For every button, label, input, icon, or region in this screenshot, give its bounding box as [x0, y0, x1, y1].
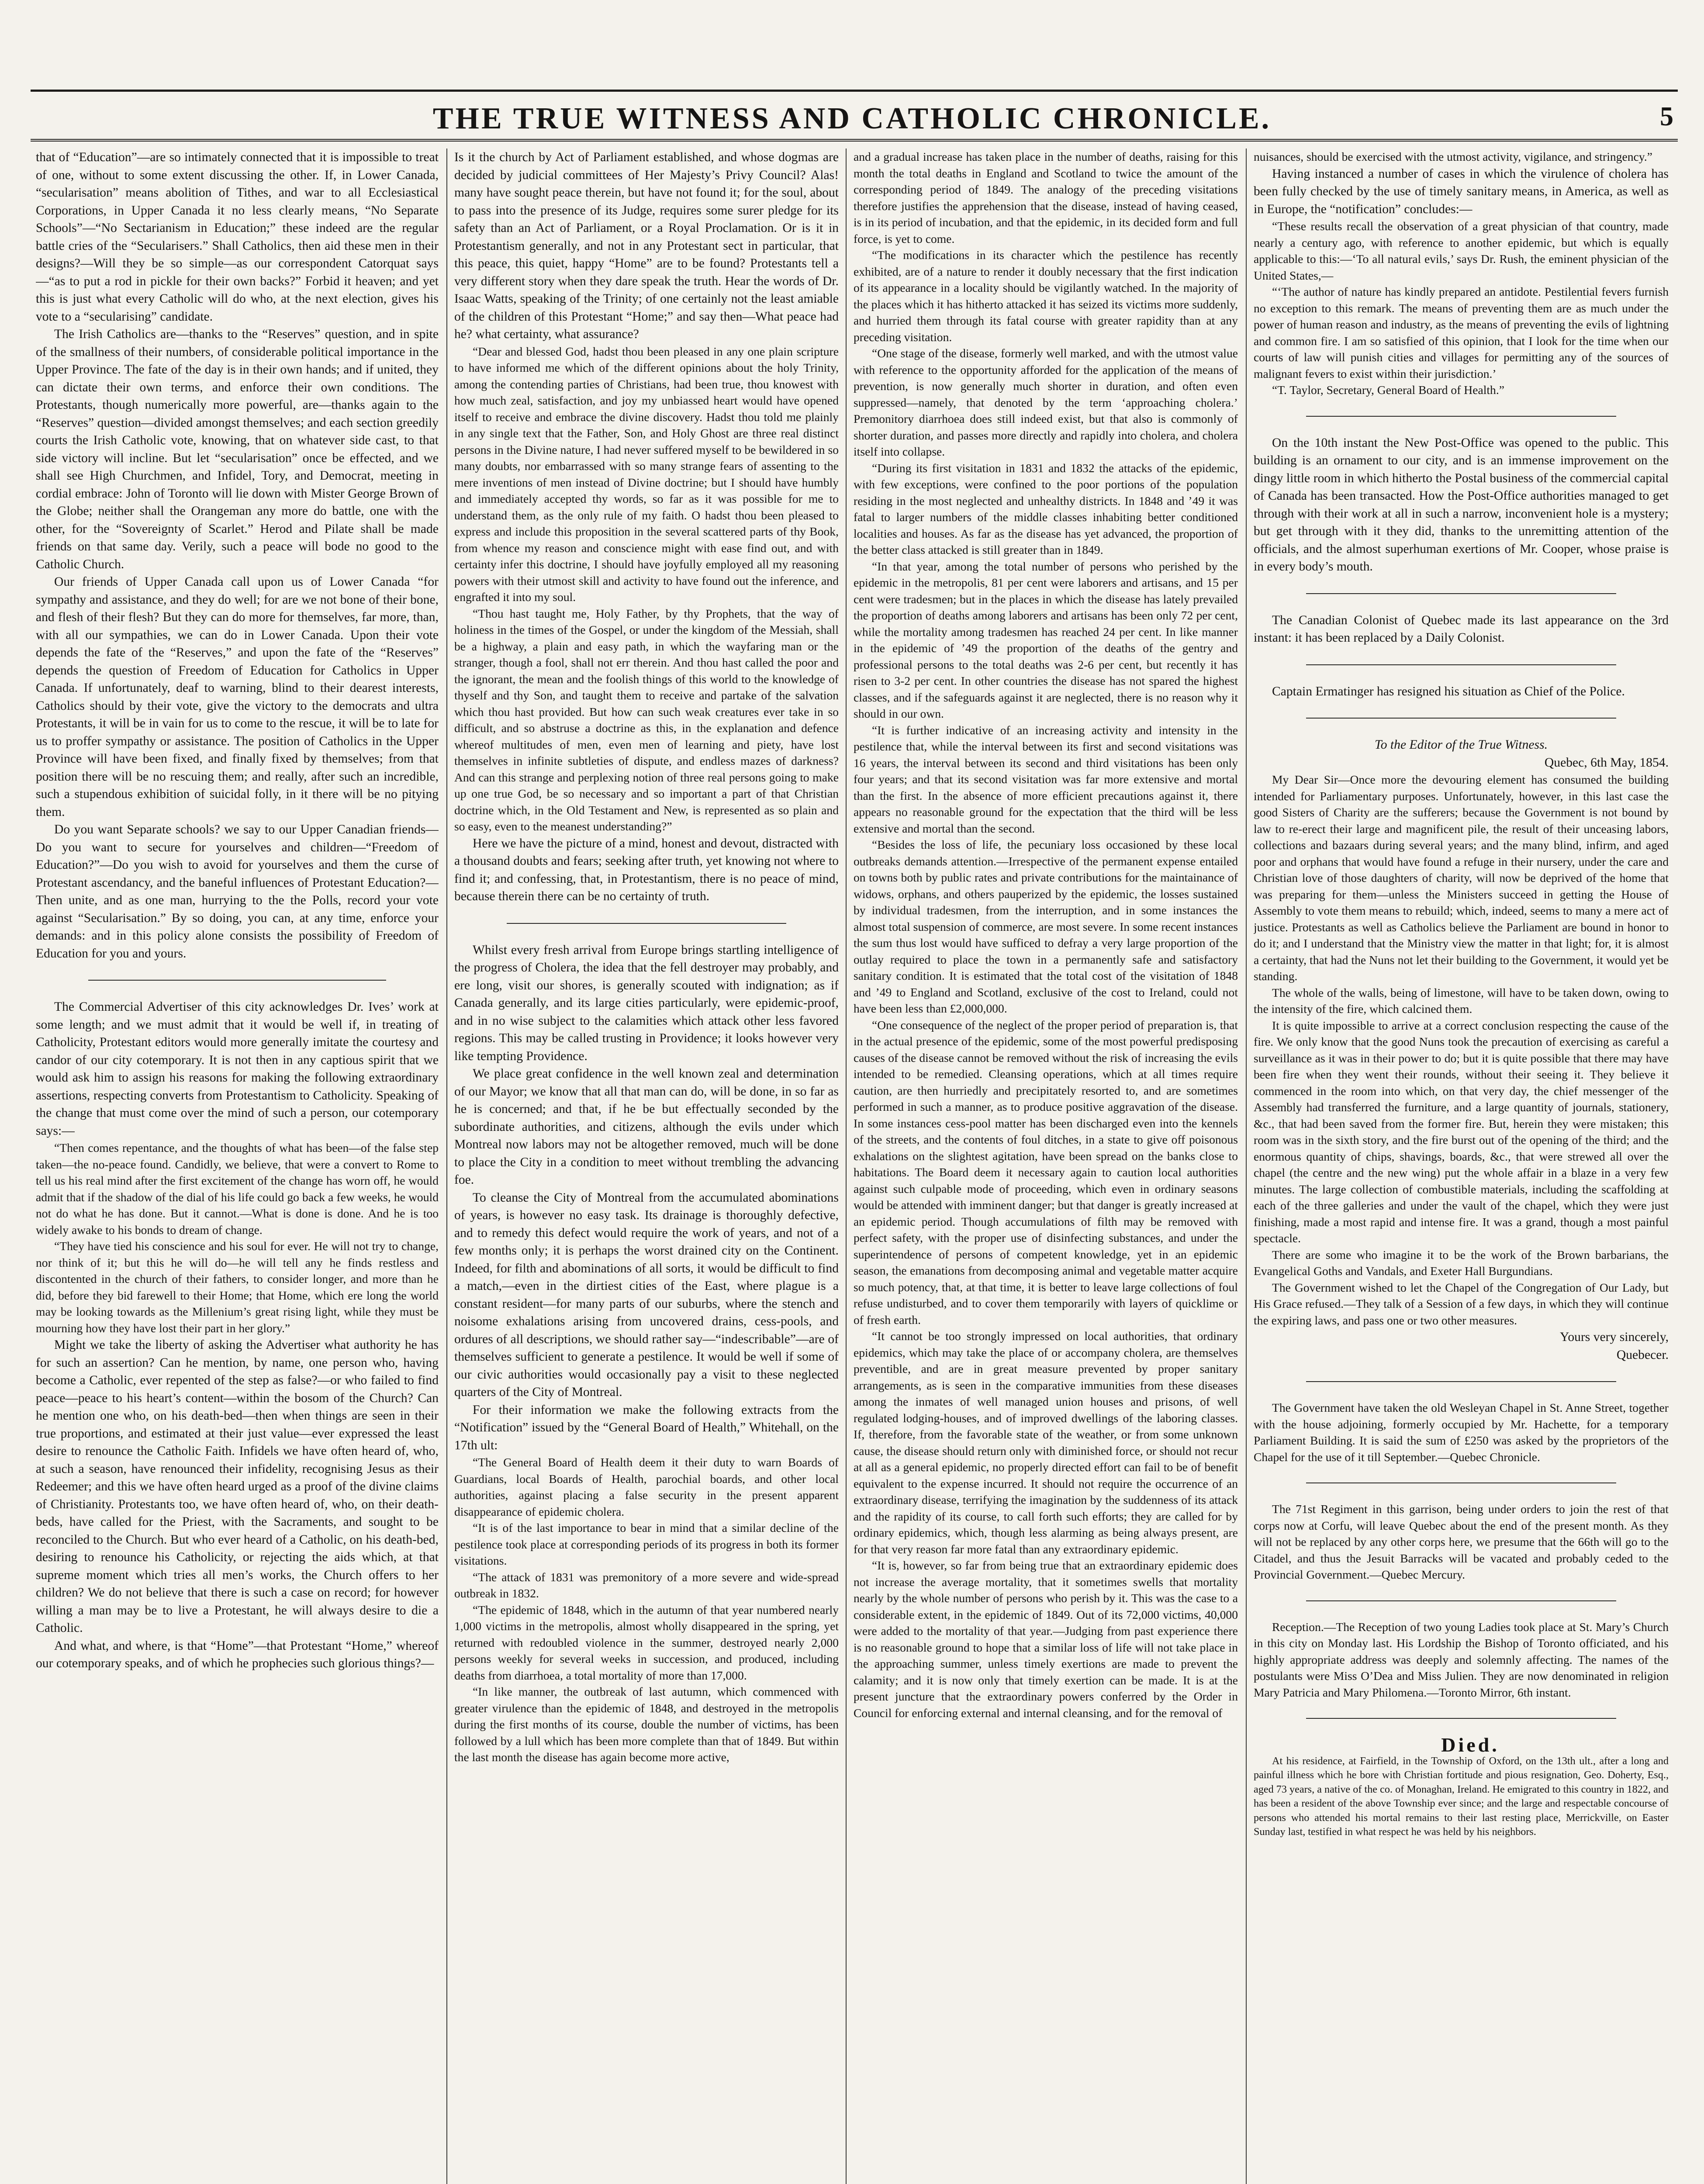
quoted-paragraph: “One stage of the disease, formerly well marked, and with the utmost value with reference to the opportunity afforded for the application of the means of prevention, is now generally much shorter in duration, and often even suppressed—namely, that denoted by the term ‘approaching cholera.’ Premonitory diarrhoea does still indeed exist, but that also is commonly of shorter duration, and passes more directly and rapidly into cholera, and cholera itself into collapse. — [854, 346, 1238, 458]
article-paragraph: The Government have taken the old Wesleyan Chapel in St. Anne Street, together with the house adjoining, formerly occupied by Mr. Hachette, for a temporary Parliament Building. It is said the sum of £250 was asked by the proprietors of the Chapel for the use of it till September.—Quebec Chronicle. — [1254, 1401, 1669, 1464]
column-3 — [854, 149, 1238, 2184]
article-paragraph: And what, and where, is that “Home”—that Protestant “Home,” whereof our cotemporary speaks, and of which he prophecies such glorious things?— — [36, 1638, 439, 1670]
quoted-paragraph: “Dear and blessed God, hadst thou been pleased in any one plain scripture to have informed me which of the different opinions about the holy Trinity, among the contending parties of Christians, had been true, thou knowest with how much zeal, satisfaction, and joy my unbiassed heart would have opened itself to receive and embrace the divine discovery. Hadst thou told me plainly in any single text that the Father, Son, and Holy Ghost are three real distinct persons in the Divine nature, I had never suffered myself to be bewildered in so many doubts, nor embarrassed with so many strange fears of assenting to the mere inventions of men instead of Divine doctrine; but I should have humbly and immediately accepted thy words, so far as it was possible for me to understand them, as the only rule of my faith. O hadst thou been pleased to express and include this proposition in the several scattered parts of thy Book, from whence my reason and conscience might with ease find out, and with certainty infer this doctrine, I should have joyfully employed all my reasoning powers with their utmost skill and activity to have found out the inference, and engrafted it into my soul. — [454, 344, 839, 604]
article-separator — [1306, 1482, 1616, 1483]
article-separator — [1306, 718, 1616, 719]
quoted-paragraph: “The epidemic of 1848, which in the autumn of that year numbered nearly 1,000 victims in the metropolis, almost wholly disappeared in the spring, yet returned with redoubled violence in the summer, destroyed nearly 2,000 persons weekly for several weeks in succession, and produced, including deaths from diarrhoea, a total mortality of more than 17,000. — [454, 1603, 839, 1682]
letter-paragraph: There are some who imagine it to be the work of the Brown barbarians, the Evangelical Goths and Vandals, and Exeter Hall Burgundians. — [1254, 1248, 1669, 1278]
quoted-paragraph: “They have tied his conscience and his soul for ever. He will not try to change, nor think of it; but this he will do—he will tell any he finds restless and discontented in the church of their fathers, to consider longer, and more than he did, before they bid farewell to their Home; that Home, which ere long the world may be looking towards as the Millenium’s great rising light, while they must be mourning how they have lost their part in her glory.” — [36, 1239, 439, 1335]
quoted-paragraph: “One consequence of the neglect of the proper period of preparation is, that in the actual presence of the epidemic, some of the most powerful predisposing causes of the disease cannot be removed without the risk of increasing the evils intended to be remedied. Cleansing operations, which at all times require caution, are then hurriedly and precipitately resorted to, and are sometimes performed in such a manner, as to produce positive aggravation of the disease. In some instances cess-pool matter has been discharged even into the kennels of the streets, and the contents of foul ditches, in a state to give off poisonous exhalations on the slightest agitation, have been spread on the banks close to habitations. The Board deem it necessary again to caution local authorities against such culpable mode of proceeding, which even in ordinary seasons would be attended with imminent danger; but that danger is greatly increased at an epidemic period. Though accumulations of filth may be removed with perfect safety, with the proper use of disinfecting substances, and under the superintendence of persons of competent knowledge, yet in an epidemic season, the emanations from decomposing animal and vegetable matter acquire so much potency, that, at that time, it is better to leave large collections of foul refuse undisturbed, and to cover them temporarily with layers of quicklime or of fresh earth. — [854, 1018, 1238, 1327]
article-paragraph: On the 10th instant the New Post-Office was opened to the public. This building is an ornament to our city, and is an immense improvement on the dingy little room in which hitherto the Postal business of the commercial capital of Canada has been transacted. How the Post-Office authorities managed to get through with their work at all in such a narrow, inconvenient hole is a mystery; but get through with it they did, thanks to the unremitting attention of the officials, and the almost superhuman exertions of Mr. Cooper, whose praise is in every body’s mouth. — [1254, 435, 1669, 574]
quoted-paragraph: “In like manner, the outbreak of last autumn, which commenced with greater virulence than the epidemic of 1848, and destroyed in the metropolis during the first months of its course, double the number of victims, has been followed by a lull which has been more complete than that of 1849. But within the last month the disease has again become more active, — [454, 1685, 839, 1764]
article-paragraph: Our friends of Upper Canada call upon us of Lower Canada “for sympathy and assistance, and they do well; for are we not bone of their bone, and flesh of their flesh? But they can do more for themselves, far more, than, with all our sympathies, we can do in Lower Canada. Upon their vote depends the fate of the “Reserves,” and upon the fate of the “Reserves” depends the question of Freedom of Education for Catholics in Upper Canada. If unfortunately, deaf to warning, blind to their dearest interests, Catholics should by their vote, give the victory to the democrats and ultra Protestants, it will be in vain for us to come to the rescue, it will be to late for us to proffer sympathy or assistance. The position of Catholics in the Upper Province will have been fixed, and finally fixed by themselves; from that position there will be no rescuing them; and really, after such an incredible, such a stupendous exhibition of suicidal folly, in it there will be no pitying them. — [36, 575, 439, 819]
article-paragraph: Might we take the liberty of asking the Advertiser what authority he has for such an assertion? Can he mention, by name, one person who, having become a Catholic, ever repented of the step as false?—or who failed to find peace—peace to his heart’s content—within the bosom of the Church? Can he mention one who, on his death-bed—then when things are seen in their true proportions, and estimated at their just value—ever expressed the least desire to renounce the Catholic Faith. Infidels we have often heard of, who, at such a season, have renounced their infidelity, recognising Jesus as their Redeemer; and this we have often heard urged as a proof of the divine claims of Christianity. Protestants too, we have often heard of, who, on their death-beds, have called for the Priest, with the Sacraments, and sought to be reconciled to the Church. But who ever heard of a Catholic, on his death-bed, desiring to renounce his Catholicity, or rejecting the aids which, at that supreme moment which tries all men’s works, the Church offers to her children? We do not believe that there is such a case on record; for however willing a man may be to live a Protestant, he will always desire to die a Catholic. — [36, 1338, 439, 1635]
article-separator — [1306, 1600, 1616, 1601]
article-paragraph: The Irish Catholics are—thanks to the “Reserves” question, and in spite of the smallness of their numbers, of considerable political importance in the Upper Province. The fate of the day is in their own hands; and if united, they can dictate their own terms, and enforce their own conditions. The Protestants, though numerically more powerful, are—thanks again to the “Reserves” question—divided amongst themselves; and each section greedily courts the Irish Catholic vote, knowing, that on whatever side cast, to that side victory will incline. But let “secularisation” once be effected, and we shall see High Churchmen, and Infidel, Tory, and Democrat, meeting in cordial embrace: John of Toronto will lie down with Mister George Brown of the Globe; neither shall the Orangeman any more do battle, one with the other, for the “Sovereignty of Scarlet.” Herod and Pilate shall be made friends on that same day. Verily, such a peace will bode no good to the Catholic Church. — [36, 327, 439, 571]
obituary-text: At his residence, at Fairfield, in the Township of Oxford, on the 13th ult., after a long and painful illness which he bore with Christian fortitude and pious resignation, Geo. Doherty, Esq., aged 73 years, a native of the co. of Monaghan, Ireland. He emigrated to this country in 1822, and has been a resident of the above Township ever since; and the large and respectable concourse of persons who attended his mortal remains to their last resting place, Merrickville, on Easter Sunday last, testified in what respect he was held by his neighbors. — [1254, 1755, 1669, 1838]
masthead-title: THE TRUE WITNESS AND CATHOLIC CHRONICLE. — [432, 102, 1272, 135]
column-4 — [1254, 149, 1669, 2184]
quoted-paragraph: “T. Taylor, Secretary, General Board of Health.” — [1272, 383, 1504, 397]
letter-paragraph: My Dear Sir—Once more the devouring element has consumed the building intended for Parliamentary purposes. Unfortunately, however, in this last case the good Sisters of Charity are the sufferers; because the Government is not bound by law to re-erect their large and magnificent pile, the result of their unceasing labors, collections and bazaars during several years; and the many blind, infirm, and aged poor and orphans that would have found a refuge in their nursery, under the care and Christian love of those daughters of charity, will now be deprived of the home that was preparing for them—unless the Ministers succeed in getting the House of Assembly to vote them means to rebuild; which, indeed, seems to many a mere act of justice. Protestants as well as Catholics believe the Parliament are bound in honor to do it; and I understand that the Ministry view the matter in that light; for, it is almost a certainty, that had the Nuns not let their building to the Government, it would yet be standing. — [1254, 773, 1669, 983]
masthead-rule — [31, 139, 1678, 142]
article-separator — [1306, 1718, 1616, 1719]
top-rule — [31, 90, 1678, 92]
column-divider — [446, 149, 447, 2184]
article-paragraph: The 71st Regiment in this garrison, being under orders to join the rest of that corps now at Corfu, will leave Quebec about the end of the present month. As they will not be replaced by any other corps here, we presume that the 66th will go to the Citadel, and thus the Jesuit Barracks will be vacated and probably ceded to the Provincial Government.—Quebec Mercury. — [1254, 1502, 1669, 1581]
article-separator — [1306, 664, 1616, 665]
article-paragraph: Reception.—The Reception of two young Ladies took place at St. Mary’s Church in this city on Monday last. His Lordship the Bishop of Toronto officiated, and his highly appropriate address was deeply and solemnly affecting. The names of the postulants were Miss O’Dea and Miss Julien. They are now denominated in religion Mary Patricia and Mary Philomena.—Toronto Mirror, 6th instant. — [1254, 1620, 1669, 1699]
letter-paragraph: The whole of the walls, being of limestone, will have to be taken down, owing to the intensity of the fire, which calcined them. — [1254, 985, 1669, 1016]
article-paragraph: Here we have the picture of a mind, honest and devout, distracted with a thousand doubts and fears; seeking after truth, yet knowing not where to find it; and confessing, that, in Protestantism, there is no peace of mind, because therein there can be no certainty of truth. — [454, 836, 839, 903]
article-paragraph: Having instanced a number of cases in which the virulence of cholera has been fully checked by the use of timely sanitary means, in America, as well as in Europe, the “notification” concludes:— — [1254, 166, 1669, 216]
quoted-paragraph: “Thou hast taught me, Holy Father, by thy Prophets, that the way of holiness in the times of the Gospel, or under the kingdom of the Messiah, shall be a highway, a plain and easy path, in which the wayfaring man or the stranger, though a fool, shall not err therein. And thou hast called the poor and the ignorant, the mean and the foolish things of this world to the knowledge of thyself and thy Son, and taught them to receive and partake of the salvation which thou hast provided. But how can such weak creatures ever take in so difficult, and so abstruse a doctrine as this, in the explanation and defence whereof multitudes of men, even men of learning and piety, have lost themselves in infinite subtleties of dispute, and endless mazes of darkness? And can this strange and perplexing notion of three real persons going to make up one true God, be so necessary and so important a part of that Christian doctrine which, in the Old Testament and New, is represented as so plain and so easy, even to the meanest understanding?” — [454, 606, 839, 833]
page-number: 5 — [1660, 102, 1673, 131]
quoted-paragraph: “The attack of 1831 was premonitory of a more severe and wide-spread outbreak in 1832. — [454, 1570, 839, 1600]
article-separator — [1306, 593, 1616, 594]
letter-heading: To the Editor of the True Witness. — [1375, 738, 1548, 752]
letter-closing: Yours very sincerely, — [1559, 1330, 1669, 1344]
article-paragraph: Whilst every fresh arrival from Europe brings startling intelligence of the progress of Cholera, the idea that the fell destroyer may probably, and ere long, visit our shores, is generally scouted with indignation; as if Canada generally, and its large cities particularly, were epidemic-proof, and in no wise subject to the calamities which attack other less favored regions. This may be called trusting in Providence; it looks however very like tempting Providence. — [454, 943, 839, 1063]
letter-paragraph: The Government wished to let the Chapel of the Congregation of Our Lady, but His Grace refused.—They talk of a Session of a few days, in which they will continue the expiring laws, and pass one or two other measures. — [1254, 1280, 1669, 1327]
article-paragraph: Do you want Separate schools? we say to our Upper Canadian friends—Do you want to secure for yourselves and children—“Freedom of Education?”—Do you wish to avoid for yourselves and them the curse of Protestant ascendancy, and the baneful influences of Protestant Education?—Then unite, and as one man, hurrying to the the Polls, record your vote against “Secularisation.” By so doing, you can, at any time, enforce your demands: and in this policy alone consists the possibility of Freedom of Education for you and yours. — [36, 822, 439, 961]
quoted-paragraph: nuisances, should be exercised with the utmost activity, vigilance, and stringency.” — [1254, 150, 1652, 163]
quoted-paragraph: “Besides the loss of life, the pecuniary loss occasioned by these local outbreaks demands attention.—Irrespective of the permanent expense entailed on towns both by public rates and private contributions for the maintainance of widows, orphans, and others pauperized by the epidemic, the losses sustained by individual tradesmen, from the interruption, and in some instances the almost total suspension of commerce, are most severe. In some recent instances the sum thus lost would have sufficed to defray a very large proportion of the outlay required to place the town in a permanently safe and satisfactory sanitary condition. It is estimated that the total cost of the visitation of 1848 and ’49 to England and Scotland, exclusive of the cost to Ireland, could not have been less than £2,000,000. — [854, 838, 1238, 1015]
article-separator — [1306, 1381, 1616, 1382]
quoted-paragraph: “These results recall the observation of a great physician of that country, made nearly a century ago, with reference to another epidemic, but which is equally applicable to this:—‘To all natural evils,’ says Dr. Rush, the eminent physician of the United States,— — [1254, 219, 1669, 282]
quoted-paragraph: “The General Board of Health deem it their duty to warn Boards of Guardians, local Boards of Health, parochial boards, and other local authorities, against placing a false security in the present apparent disappearance of epidemic cholera. — [454, 1455, 839, 1518]
article-separator — [1306, 416, 1616, 417]
article-paragraph: We place great confidence in the well known zeal and determination of our Mayor; we know that all that man can do, will be done, in so far as he is concerned; and that, if he be but effectually seconded by the subordinate authorities, and citizens, although the evils under which Montreal now labors may not be altogether removed, much will be done to place the City in a condition to meet without trembling the advancing foe. — [454, 1067, 839, 1187]
quoted-paragraph: “In that year, among the total number of persons who perished by the epidemic in the metropolis, 81 per cent were laborers and artisans, and 15 per cent were tradesmen; but in the places in which the disease has lately prevailed the proportion of deaths among laborers and artisans has been only 72 per cent, while the mortality among tradesmen has reached 24 per cent. In like manner in the epidemic of ’49 the proportion of the deaths of the gentry and professional persons to the total deaths was 2-6 per cent, but recently it has risen to 3-2 per cent. In other countries the disease has not spared the highest classes, and if the safeguards against it are neglected, there is no reason why it should in our own. — [854, 559, 1238, 720]
column-divider — [1246, 149, 1247, 2184]
quoted-paragraph: “Then comes repentance, and the thoughts of what has been—of the false step taken—the no-peace found. Candidly, we believe, that were a convert to Rome to tell us his real mind after the first excitement of the change has worn off, he would admit that if the shadow of the dial of his life could go back a few weeks, he would not do what he has done. But it cannot.—What is done is done. And he is too widely awake to his bonds to dream of change. — [36, 1141, 439, 1237]
column-divider — [846, 149, 847, 2184]
letter-date: Quebec, 6th May, 1854. — [1544, 755, 1669, 770]
article-paragraph: The Commercial Advertiser of this city acknowledges Dr. Ives’ work at some length; and we must admit that it would be well if, in treating of Catholicity, Protestant editors would more generally imitate the courtesy and candor of our city cotemporary. It is not then in any captious spirit that we would ask him to assign his reasons for making the following extraordinary assertions, respecting converts from Protestantism to Catholicity. Speaking of the change that must come over the mind of such a person, our cotemporary says:— — [36, 1000, 439, 1138]
article-paragraph: For their information we make the following extracts from the “Notification” issued by the “General Board of Health,” Whitehall, on the 17th ult: — [454, 1403, 839, 1452]
article-paragraph: To cleanse the City of Montreal from the accumulated abominations of years, is however no easy task. Its drainage is thoroughly defective, and to remedy this defect would require the work of years, and not of a few months only; it is perhaps the worst drained city on the Continent. Indeed, for filth and abominations of all sorts, it would be difficult to find a match,—even in the dirtiest cities of the East, where plague is a constant resident—for many parts of our suburbs, where the stench and noisome exhalations arising from uncovered drains, cess-pools, and ordures of all descriptions, we should rather say—“indescribable”—are of themselves sufficient to generate a pestilence. It would be well if some of our civic authorities would occasionally pay a visit to these neglected quarters of the City of Montreal. — [454, 1190, 839, 1399]
quoted-paragraph: and a gradual increase has taken place in the number of deaths, raising for this month the total deaths in England and Scotland to twice the amount of the corresponding period of 1849. The analogy of the preceding visitations therefore justifies the apprehension that the disease, instead of having ceased, is in its period of incubation, and that the epidemic, in its decided form and full force, is yet to come. — [854, 150, 1238, 245]
quoted-paragraph: “The modifications in its character which the pestilence has recently exhibited, are of a nature to render it doubly necessary that the first indication of its appearance in a locality should be vigilantly watched. In the majority of the places which it has hitherto attacked it has seized its victims more suddenly, and hurried them through its fatal course with greater rapidity than at any preceding visitation. — [854, 248, 1238, 344]
quoted-paragraph: “It is of the last importance to bear in mind that a similar decline of the pestilence took place at corresponding periods of its progress in both its former visitations. — [454, 1521, 839, 1567]
quoted-paragraph: “It is further indicative of an increasing activity and intensity in the pestilence that, while the interval between its first and second visitations was 16 years, the interval between its second and third visitations has been only four years; and that its second visitation was far more extensive and mortal than the first. In the absence of more efficient precautions against it, there appears no reasonable ground for the expectation that the third will be less extensive and mortal than the second. — [854, 723, 1238, 835]
column-2 — [454, 149, 839, 2184]
quoted-paragraph: “During its first visitation in 1831 and 1832 the attacks of the epidemic, with few exceptions, were confined to the poor portions of the population residing in the most neglected and unhealthy districts. In 1848 and ’49 it was fatal to larger numbers of the middle classes inhabiting better conditioned localities and houses. As far as the disease has yet advanced, the proportion of the better class attacked is still greater than in 1849. — [854, 461, 1238, 556]
letter-signature: Quebecer. — [1616, 1348, 1669, 1362]
letter-paragraph: It is quite impossible to arrive at a correct conclusion respecting the cause of the fire. We only know that the good Nuns took the precaution of exercising as careful a surveillance as it was in their power to do; but it is quite possible that there may have been fire when they went their rounds, without their seeing it. They believe it commenced in the room into which, on that very day, the chief messenger of the Assembly had transferred the furniture, and a large quantity of journals, stationery, &c., that had been saved from the former fire. But, herein they were mistaken; this room was in the sixth story, and the fire burst out of the opening of the third; and the enormous quantity of chips, shavings, boards, &c., that were strewed all over the chapel (the centre and the new wing) put the whole affair in a blaze in a very few minutes. The large collection of combustible materials, including the scaffolding at each of the three galleries and under the vault of the chapel, which they were just finishing, made a most rapid and intense fire. It was a grand, though a most painful spectacle. — [1254, 1018, 1669, 1245]
quoted-paragraph: “It is, however, so far from being true that an extraordinary epidemic does not increase the average mortality, that it sometimes swells that mortality nearly by the whole number of persons who perish by it. This was the case to a considerable extent, in the epidemic of 1849. Out of its 72,000 victims, 40,000 were added to the mortality of that year.—Judging from past experience there is no reasonable ground to hope that a similar loss of life will not take place in the approaching summer, unless timely exertions are made to prevent the calamity; and it is now only that timely exertion can be made. It is at the present juncture that the extraordinary powers conferred by the Order in Council for enforcing external and internal cleansing, and for the removal of — [854, 1559, 1238, 1720]
article-paragraph: Captain Ermatinger has resigned his situation as Chief of the Police. — [1272, 684, 1625, 698]
article-separator — [88, 980, 386, 981]
obituary-heading: Died. — [1441, 1734, 1500, 1756]
quoted-paragraph: “‘The author of nature has kindly prepared an antidote. Pestilential fevers furnish no exception to this remark. The means of preventing them are as much under the power of human reason and industry, as the means of preventing the evils of lightning and common fire. I am so satisfied of this opinion, that I look for the time when our courts of law will punish cities and villages for permitting any of the sources of malignant fevers to exist within their jurisdiction.’ — [1254, 285, 1669, 380]
column-1 — [36, 149, 439, 2184]
article-paragraph: that of “Education”—are so intimately connected that it is impossible to treat of one, without to some extent discussing the other. If, in Lower Canada, “secularisation” means abolition of Tithes, and war to all Ecclesiastical Corporations, in Upper Canada it no less clearly means, “No Separate Schools”—“No Sectarianism in Education;” these indeed are the regular battle cries of the “Secularisers.” Shall Catholics, then aid these men in their designs?—Will they be so simple—as our correspondent Catorquat says—“as to put a rod in pickle for their own backs?” Forbid it heaven; and yet this is just what every Catholic will do who, at the next election, gives his vote to a “secularising” candidate. — [36, 150, 439, 324]
quoted-paragraph: “It cannot be too strongly impressed on local authorities, that ordinary epidemics, which may take the place of or accompany cholera, are themselves preventible, and are in great measure prevented by proper sanitary arrangements, as is seen in the comparative immunities from these diseases among the inmates of well managed union houses and prisons, of well regulated lodging-houses, and of improved dwellings of the laboring classes. If, therefore, from the favorable state of the weather, or from some unknown cause, the disease should return only with diminished force, or should not recur at all as a general epidemic, no properly directed effort can fail to be of benefit equivalent to the expense incurred. It should not require the occurrence of an extraordinary disease, terrifying the imagination by the suddenness of its attack and the rapidity of its course, to call forth such efforts; they are called for by ordinary epidemics, which, though less alarming as being always present, are for that very reason far more fatal than any extraordinary epidemic. — [854, 1329, 1238, 1556]
article-paragraph: The Canadian Colonist of Quebec made its last appearance on the 3rd instant: it has been replaced by a Daily Colonist. — [1254, 613, 1669, 645]
article-separator — [507, 923, 786, 924]
article-paragraph: Is it the church by Act of Parliament established, and whose dogmas are decided by judicial committees of Her Majesty’s Privy Council? Alas! many have sought peace therein, but have not found it; for the soul, about to pass into the presence of its Judge, requires some surer pledge for its safety than an Act of Parliament, or a Royal Proclamation. Or is it in Protestantism generally, and not in any Protestant sect in particular, that this peace, this quiet, happy “Home” are to be found? Protestants tell a very different story when they dare speak the truth. Hear the words of Dr. Isaac Watts, speaking of the Trinity; of one certainly not the least amiable of the children of this Protestant “Home;” and say then—What peace had he? what certainty, what assurance? — [454, 150, 839, 341]
